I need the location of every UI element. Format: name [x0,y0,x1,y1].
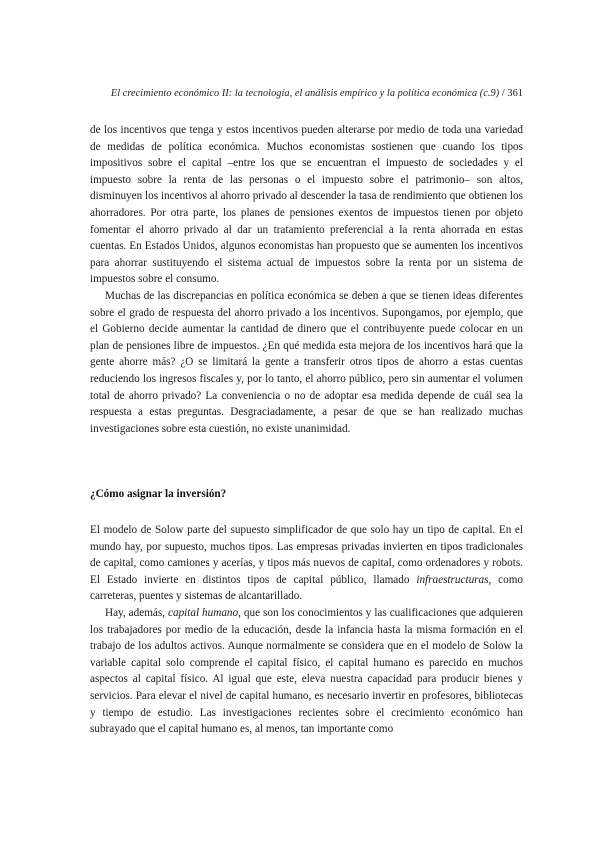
paragraph-solow-rest: , como carreteras, puentes y sistemas de alcantarillado. [90,573,523,603]
paragraph-human-capital [90,605,523,738]
paragraph-discrepancies: Muchas de las discrepancias en política económica se deben a que se tienen ideas diferentes sobre el grado de respuesta del ahorro privado a los incentivos. Supongamos, por ejemplo, que el Gobierno decide aumentar la cantidad de dinero que el contribuyente puede colocar en un plan de pensiones libre de impuestos. ¿En qué medida esta mejora de los incentivos hará que la gente ahorre más? ¿O se limitará la gente a transferir otros tipos de ahorro a estas cuentas reduciendo los ingresos fiscales y, por lo tanto, el ahorro público, pero sin aumentar el volumen total de ahorro privado? La conveniencia o no de adoptar esa medida depende de cuál sea la respuesta a estas preguntas. Desgraciadamente, a pesar de que se han realizado muchas investigaciones sobre esta cuestión, no existe unanimidad. [90,289,523,435]
paragraph-human-capital-start: Hay, además, [105,606,166,619]
term-capital-humano: capital humano [168,606,239,619]
running-title: El crecimiento económico II: la tecnología, el análisis empírico y la política económica (c.9) [110,88,500,99]
term-infraestructuras: infraestructuras [416,573,489,586]
running-header [90,88,523,99]
body-text-top [90,122,523,437]
paragraph-human-capital-rest: , que son los conocimientos y las cualificaciones que adquieren los trabajadores por medio de la educación, desde la infancia hasta la misma formación en el trabajo de los adultos activos. Aunque normalmente se considera que en el modelo de Solow la variable capital solo comprende el capital físico, el capital humano es parecido en muchos aspectos al capital físico. Al igual que este, eleva nuestra capacidad para producir bienes y servicios. Para elevar el nivel de capital humano, es necesario invertir en profesores, bibliotecas y tiempo de estudio. Las investigaciones recientes sobre el crecimiento económico han subrayado que el capital humano es, al menos, tan importante como [90,606,523,736]
paragraph-incentives: de los incentivos que tenga y estos incentivos pueden alterarse por medio de toda una variedad de medidas de política económica. Muchos economistas sostienen que cuando los tipos impositivos sobre el capital –entre los que se encuentran el impuesto de sociedades y el impuesto sobre la renta de las personas o el impuesto sobre el patrimonio– son altos, disminuyen los incentivos al ahorro privado al descender la tasa de rendimiento que obtienen los ahorradores. Por otra parte, los planes de pensiones exentos de impuestos tienen por objeto fomentar el ahorro privado al dar un tratamiento preferencial a la renta ahorrada en estas cuentas. En Estados Unidos, algunos economistas han propuesto que se aumenten los incentivos para ahorrar sustituyendo el sistema actual de impuestos sobre la renta por un sistema de impuestos sobre el consumo. [90,124,523,286]
paragraph-solow-model [90,522,523,605]
section-heading: ¿Cómo asignar la inversión? [90,488,227,500]
paragraph-solow-text: El modelo de Solow parte del supuesto simplificador de que solo hay un tipo de capital. En el mundo hay, por supuesto, muchos tipos. Las empresas privadas invierten en tipos tradicionales de capital, como camiones y acerías, y tipos más nuevos de capital, como ordenadores y robots. El Estado invierte en distintos tipos de capital público, llamado [90,524,523,586]
header-separator: / [501,88,505,99]
page-number: 361 [507,88,523,99]
body-text-section [90,522,523,738]
